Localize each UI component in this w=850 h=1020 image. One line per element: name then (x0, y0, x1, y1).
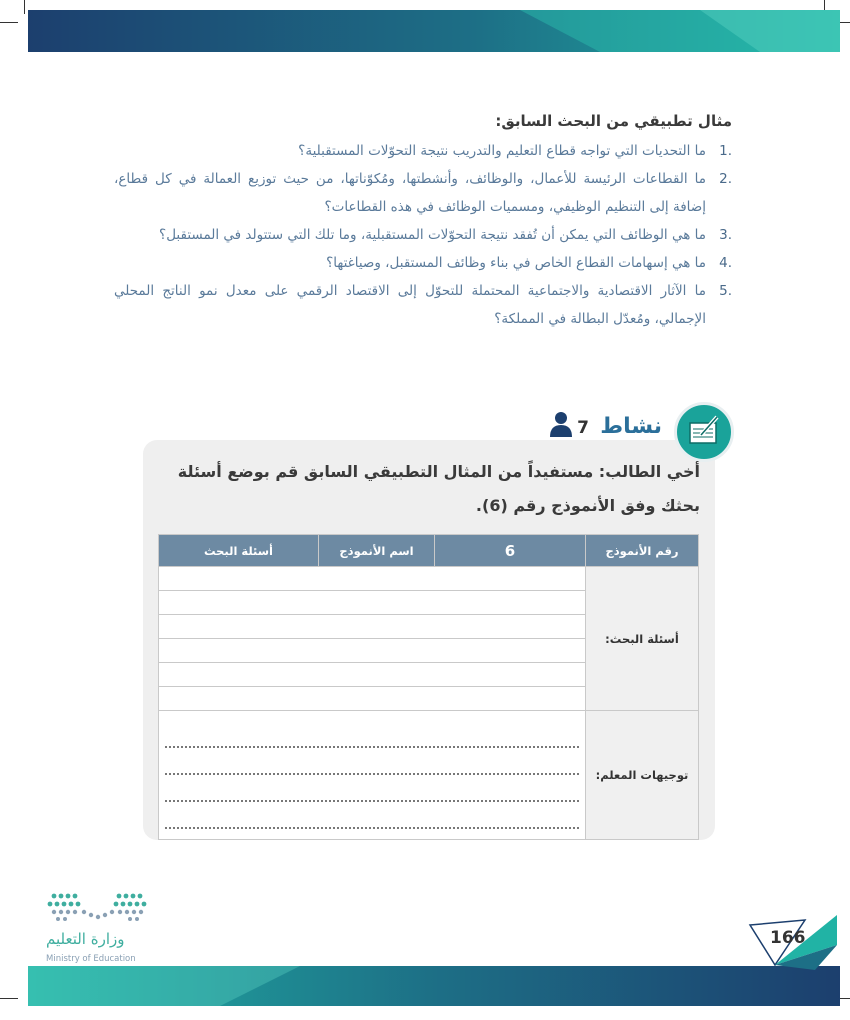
list-item: .4 ما هي إسهامات القطاع الخاص في بناء وظائف المستقبل، وصياغتها؟ (326, 255, 732, 271)
model-number-value: 6 (435, 535, 586, 567)
table-row (159, 711, 699, 840)
model-name-label: اسم الأنموذج (319, 535, 435, 567)
dotted-line (165, 721, 579, 748)
top-banner (0, 10, 850, 54)
research-questions-label: أسئلة البحث (159, 535, 319, 567)
dotted-line (165, 775, 579, 802)
ministry-logo (44, 888, 154, 968)
activity-number: 7 (577, 418, 589, 438)
answer-line[interactable] (159, 615, 586, 639)
model-number-label: رقم الأنموذج (586, 535, 699, 567)
activity-header (532, 402, 732, 452)
teacher-guidance-area[interactable] (159, 711, 586, 840)
teacher-guidance-row-label: توجيهات المعلم: (586, 711, 699, 840)
bottom-banner (0, 962, 850, 1008)
table-row (159, 567, 699, 591)
ministry-name-arabic: وزارة التعليم (46, 930, 125, 948)
list-item: .2 ما القطاعات الرئيسة للأعمال، والوظائف، وأنشطتها، ومُكوّناتها، من حيث توزيع العمالة في كل قطاع، إضافة إلى التنظيم الوظيفي، ومسميات الوظائف في هذه القطاعات؟ (114, 171, 732, 215)
list-item: .5 ما الآثار الاقتصادية والاجتماعية المحتملة للتحوّل إلى الاقتصاد الرقمي على معدل نمو الناتج المحلي الإجمالي، ومُعدّل البطالة في المملكة؟ (114, 283, 732, 327)
person-icon (548, 410, 574, 438)
activity-instruction: أخي الطالب: مستفيداً من المثال التطبيقي السابق قم بوضع أسئلة بحثك وفق الأنموذج رقم (6). (177, 462, 700, 515)
activity-title: نشاط (600, 414, 662, 439)
section-heading: مثال تطبيقي من البحث السابق: (495, 112, 732, 130)
dotted-line (165, 802, 579, 829)
answer-line[interactable] (159, 639, 586, 663)
question-list (114, 137, 732, 333)
list-item: .1 ما التحديات التي تواجه قطاع التعليم والتدريب نتيجة التحوّلات المستقبلية؟ (298, 143, 732, 159)
activity-badge (674, 402, 734, 462)
notebook-pencil-icon (677, 405, 731, 459)
research-questions-row-label: أسئلة البحث: (586, 567, 699, 711)
answer-line[interactable] (159, 687, 586, 711)
ministry-dots-icon (44, 888, 148, 924)
answer-line[interactable] (159, 591, 586, 615)
answer-line[interactable] (159, 567, 586, 591)
table-header-row (159, 535, 699, 567)
list-item: .3 ما هي الوظائف التي يمكن أن تُفقد نتيجة التحوّلات المستقبلية، وما تلك التي ستتولد في المستقبل؟ (159, 227, 732, 243)
answer-line[interactable] (159, 663, 586, 687)
research-questions-table (158, 534, 699, 840)
page-number: 166 (770, 928, 806, 948)
dotted-line (165, 748, 579, 775)
ministry-name-english: Ministry of Education (46, 954, 136, 964)
